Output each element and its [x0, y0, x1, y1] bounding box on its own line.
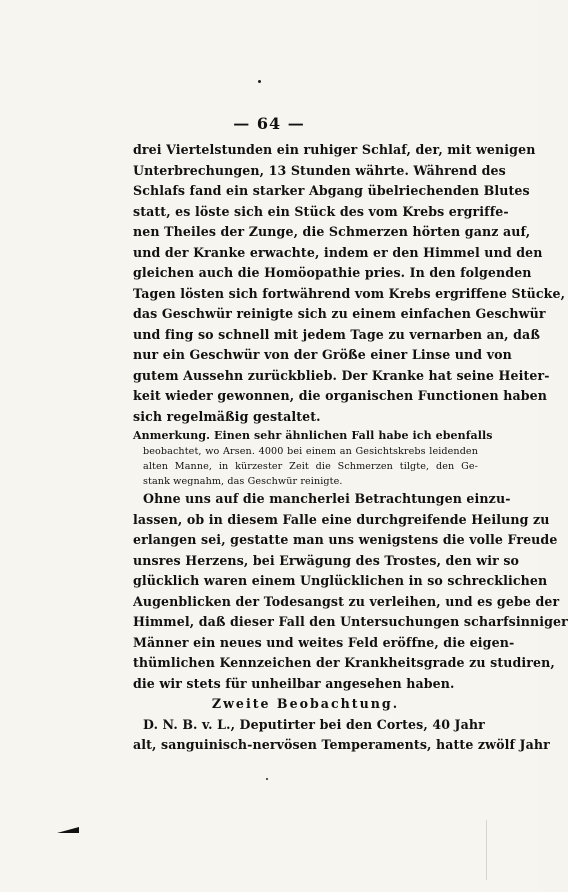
text-line: keit wieder gewonnen, die organischen Functionen haben	[133, 388, 548, 403]
footnote-line: beobachtet, wo Arsen. 4000 bei einem an Gesichtskrebs leidenden	[143, 446, 478, 457]
text-line: Männer ein neues und weites Feld eröffne, die eigen-	[133, 634, 515, 650]
page-text	[133, 140, 568, 756]
text-line: nur ein Geschwür von der Größe einer Linse und von	[133, 347, 512, 362]
text-line: die wir stets für unheilbar angesehen haben.	[133, 675, 455, 691]
text-line: Unterbrechungen, 13 Stunden währte. Während des	[133, 162, 506, 178]
text-line: Tagen lösten sich fortwährend vom Krebs ergriffene Stücke,	[133, 285, 566, 301]
footnote-line: stank wegnahm, das Geschwür reinigte.	[143, 476, 343, 487]
paragraph-reflection	[133, 489, 568, 694]
text-line: alt, sanguinisch-nervösen Temperaments, hatte zwölf Jahr	[133, 737, 550, 752]
text-line: erlangen sei, gestatte man uns wenigstens die volle Freude	[133, 532, 558, 547]
text-line: und fing so schnell mit jedem Tage zu vernarben an, daß	[133, 326, 540, 342]
text-line: thümlichen Kennzeichen der Krankheitsgrade zu studiren,	[133, 655, 555, 670]
text-line: sich regelmäßig gestaltet.	[133, 408, 321, 424]
text-line: lassen, ob in diesem Falle eine durchgreifende Heilung zu	[133, 511, 550, 527]
printer-mark	[57, 826, 79, 833]
text-line: unsres Herzens, bei Erwägung des Trostes, den wir so	[133, 552, 520, 568]
ink-speck	[258, 80, 261, 83]
paragraph-second-case	[133, 715, 550, 756]
text-line: glücklich waren einem Unglücklichen in so schrecklichen	[133, 573, 548, 588]
text-line: Himmel, daß dieser Fall den Untersuchungen scharfsinniger	[133, 614, 568, 629]
page-number: — 64 —	[233, 114, 305, 133]
page-edge-shadow	[486, 820, 487, 880]
footnote-line: Anmerkung. Einen sehr ähnlichen Fall habe ich ebenfalls	[133, 429, 493, 442]
footnote-line: alten Manne, in kürzester Zeit die Schmerzen tilgte, den Ge-	[143, 461, 478, 472]
text-line: Augenblicken der Todesangst zu verleihen, und es gebe der	[133, 593, 560, 609]
text-line: statt, es löste sich ein Stück des vom Krebs ergriffe-	[133, 203, 509, 219]
text-line: nen Theiles der Zunge, die Schmerzen hörten ganz auf,	[133, 224, 531, 239]
text-line: das Geschwür reinigte sich zu einem einfachen Geschwür	[133, 306, 546, 321]
text-line: gutem Aussehn zurückblieb. Der Kranke hat seine Heiter-	[133, 367, 550, 383]
paragraph-case-report	[133, 140, 566, 427]
ink-speck	[266, 778, 268, 780]
text-line: drei Viertelstunden ein ruhiger Schlaf, der, mit wenigen	[133, 142, 536, 157]
section-heading: Zweite Beobachtung.	[211, 696, 400, 711]
text-line: D. N. B. v. L., Deputirter bei den Cortes, 40 Jahr	[143, 716, 485, 732]
text-line: Ohne uns auf die mancherlei Betrachtungen einzu-	[143, 491, 511, 506]
text-line: gleichen auch die Homöopathie pries. In den folgenden	[133, 265, 532, 280]
text-line: und der Kranke erwachte, indem er den Himmel und den	[133, 244, 543, 260]
text-line: Schlafs fand ein starker Abgang übelriechenden Blutes	[133, 183, 530, 198]
footnote	[133, 427, 493, 489]
